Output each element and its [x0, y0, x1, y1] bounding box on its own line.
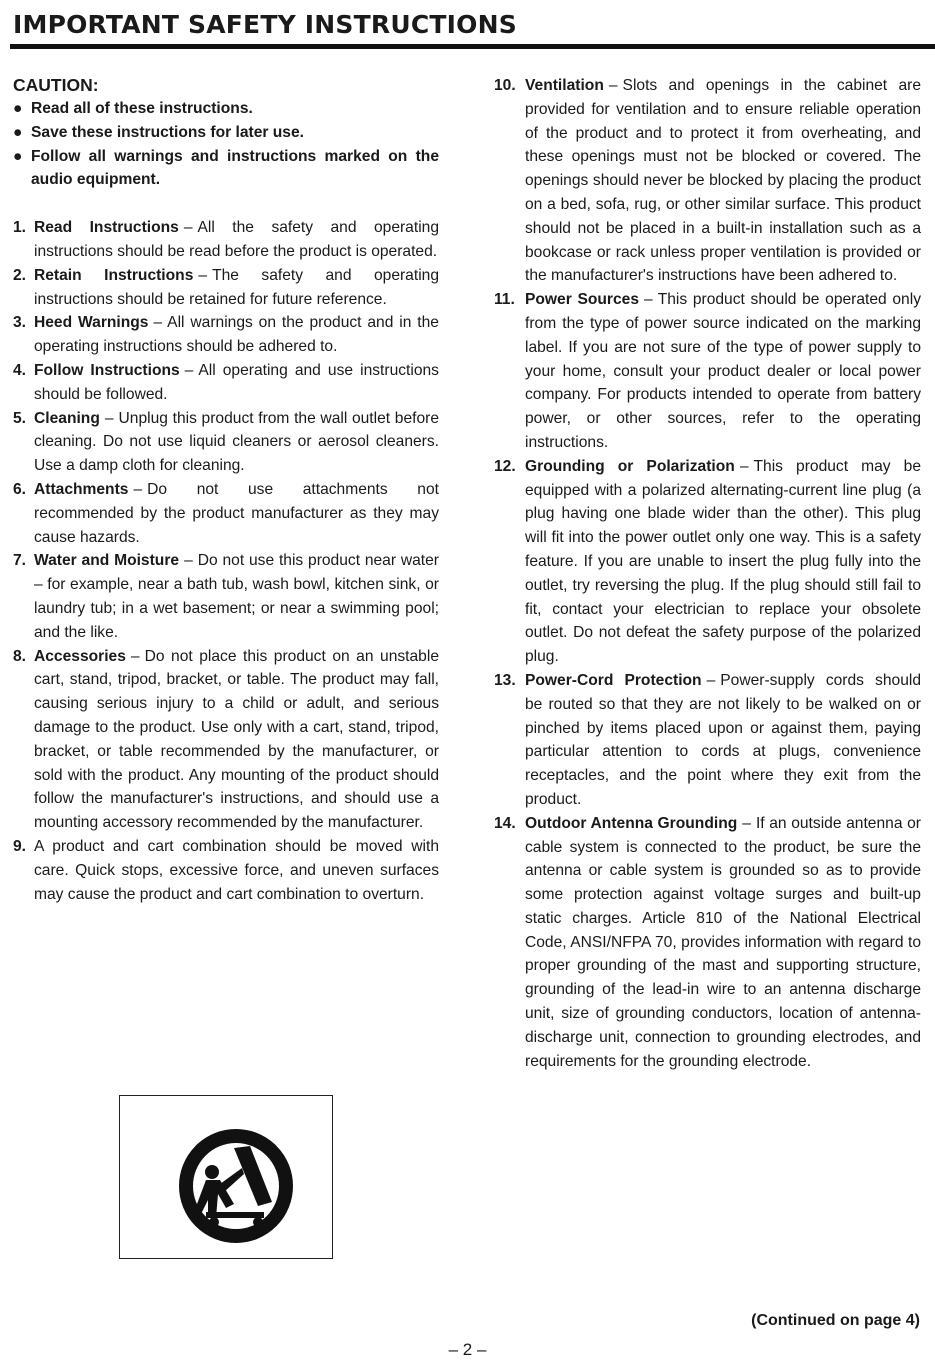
caution-heading: CAUTION: — [13, 75, 99, 95]
bullet-icon: ● — [13, 147, 23, 165]
dash: – — [153, 314, 163, 332]
instruction-title: Outdoor Antenna Grounding — [525, 814, 738, 832]
instruction-item — [13, 645, 439, 835]
caution-item — [13, 145, 439, 193]
instruction-list-left — [13, 216, 439, 906]
instruction-item — [13, 549, 439, 644]
instruction-number: 6. — [13, 480, 27, 498]
bullet-icon: ● — [13, 123, 23, 141]
instruction-title: Power-Cord Protection — [525, 671, 702, 689]
spacer — [13, 192, 439, 216]
dash: – — [644, 291, 653, 309]
instruction-text: All warnings on the product and in the operating instructions should be adhered to. — [34, 314, 439, 356]
instruction-number: 5. — [13, 409, 27, 427]
bullet-icon: ● — [13, 100, 23, 117]
caution-item — [13, 97, 439, 121]
caution-list — [13, 97, 439, 192]
instruction-item — [13, 359, 439, 407]
instruction-title: Cleaning — [34, 409, 100, 427]
dash: – — [104, 409, 114, 427]
instruction-title: Follow Instructions — [34, 361, 180, 379]
instruction-item — [13, 264, 439, 312]
instruction-number: 14. — [494, 814, 516, 832]
instruction-number: 3. — [13, 314, 27, 332]
instruction-text: Unplug this product from the wall outlet before cleaning. Do not use liquid cleaners or aerosol cleaners. Use a damp cloth for cleaning. — [34, 409, 439, 475]
instruction-title: Water and Moisture — [34, 552, 180, 570]
dash: – — [706, 671, 716, 689]
instruction-number: 11. — [494, 291, 515, 309]
instruction-number: 8. — [13, 647, 27, 665]
instruction-item — [13, 216, 439, 264]
instruction-number: 7. — [13, 552, 27, 570]
instruction-title: Attachments — [34, 480, 129, 498]
right-column — [494, 74, 921, 1073]
dash: – — [198, 266, 208, 284]
dash: – — [742, 814, 751, 832]
cart-tip-over-warning-icon — [176, 1126, 296, 1246]
instruction-title: Grounding or Polarization — [525, 457, 735, 475]
dash: – — [183, 219, 193, 237]
instruction-text: Do not place this product on an unstable cart, stand, tripod, bracket, or table. The product may fall, causing serious injury to a child or adult, and serious damage to the product. Use only with a cart, stand, tripod, bracket, or table recommended by the manufacturer, or sold with the product. Any mounting of the product should follow the manufacturer's instructions, and should use a mounting accessory recommended by the manufacturer. — [34, 647, 439, 832]
instruction-text: A product and cart combination should be moved with care. Quick stops, excessive force, and uneven surfaces may cause the product and cart combination to overturn. — [34, 837, 439, 903]
dash: – — [184, 552, 193, 570]
dash: – — [184, 361, 194, 379]
dash: – — [130, 647, 140, 665]
page-title: IMPORTANT SAFETY INSTRUCTIONS — [13, 10, 517, 39]
instruction-number: 9. — [13, 837, 27, 855]
instruction-text: This product may be equipped with a polarized alternating-current line plug (a plug having one blade wider than the other). This plug will fit into the power outlet only one way. This is a safety feature. If you are unable to insert the plug fully into the outlet, try reversing the plug. If the plug should still fail to fit, contact your electrician to replace your obsolete outlet. Do not defeat the safety purpose of the polarized plug. — [525, 457, 921, 666]
instruction-text: Do not use this product near water – for example, near a bath tub, wash bowl, kitchen sink, or laundry tub; in a wet basement; or near a swimming pool; and the like. — [34, 552, 439, 641]
instruction-text: The safety and operating instructions should be retained for future reference. — [34, 266, 439, 308]
instruction-item — [13, 478, 439, 549]
instruction-text: This product should be operated only from the type of power source indicated on the marking label. If you are not sure of the type of power supply to your home, consult your product dealer or local power company. For products intended to operate from battery power, or other sources, refer to the operating instructions. — [525, 291, 921, 451]
caution-item — [13, 121, 439, 145]
instruction-number: 10. — [494, 77, 516, 94]
instruction-number: 4. — [13, 361, 27, 379]
instruction-number: 12. — [494, 457, 516, 475]
instruction-title: Read Instructions — [34, 219, 179, 237]
continued-note: (Continued on page 4) — [751, 1312, 920, 1329]
dash: – — [739, 457, 749, 475]
instruction-list-right — [494, 74, 921, 1073]
instruction-number: 13. — [494, 671, 516, 689]
instruction-item — [13, 311, 439, 359]
instruction-title: Ventilation — [525, 77, 604, 94]
instruction-item — [494, 288, 921, 455]
caution-text: Save these instructions for later use. — [31, 123, 304, 141]
instruction-item — [13, 407, 439, 478]
instruction-text: All the safety and operating instructions should be read before the product is operated. — [34, 219, 439, 260]
instruction-text: Slots and openings in the cabinet are provided for ventilation and to ensure reliable operation of the product and to protect it from overheating, and these openings must not be blocked or covered. The openings should never be blocked by placing the product on a bed, sofa, rug, or other similar surface. This product should not be placed in a built-in installation such as a bookcase or rack unless proper ventilation is provided or the manufacturer's instructions have been adhered to. — [525, 77, 921, 285]
instruction-number: 1. — [13, 219, 27, 237]
instruction-item — [494, 812, 921, 1074]
dash: – — [133, 480, 143, 498]
caution-text: Follow all warnings and instructions marked on the audio equipment. — [31, 147, 439, 189]
instruction-item — [494, 74, 921, 288]
instruction-item — [494, 669, 921, 812]
instruction-item — [494, 455, 921, 669]
instruction-text: All operating and use instructions should be followed. — [34, 361, 439, 403]
caution-text: Read all of these instructions. — [31, 100, 253, 117]
dash: – — [608, 77, 618, 94]
instruction-item — [13, 835, 439, 906]
instruction-title: Retain Instructions — [34, 266, 194, 284]
instruction-number: 2. — [13, 266, 27, 284]
instruction-text: Power-supply cords should be routed so that they are not likely to be walked on or pinched by items placed upon or against them, paying particular attention to cords at plugs, convenience receptacles, and the point where they exit from the product. — [525, 671, 922, 808]
page-number: – 2 – — [448, 1340, 487, 1359]
instruction-title: Heed Warnings — [34, 314, 149, 332]
left-column — [13, 74, 439, 906]
instruction-text: Do not use attachments not recommended by the product manufacturer as they may cause hazards. — [34, 480, 439, 546]
instruction-title: Power Sources — [525, 291, 640, 309]
cart-warning-figure — [119, 1095, 333, 1259]
instruction-text: If an outside antenna or cable system is connected to the product, be sure the antenna or cable system is grounded so as to provide some protection against voltage surges and built-up static charges. Article 810 of the National Electrical Code, ANSI/NFPA 70, provides information with regard to proper grounding of the mast and supporting structure, grounding of the lead-in wire to an antenna discharge unit, size of grounding conductors, location of antenna-discharge unit, connection to grounding electrodes, and requirements for the grounding electrode. — [525, 814, 922, 1070]
instruction-title: Accessories — [34, 647, 126, 665]
title-rule — [10, 44, 935, 49]
